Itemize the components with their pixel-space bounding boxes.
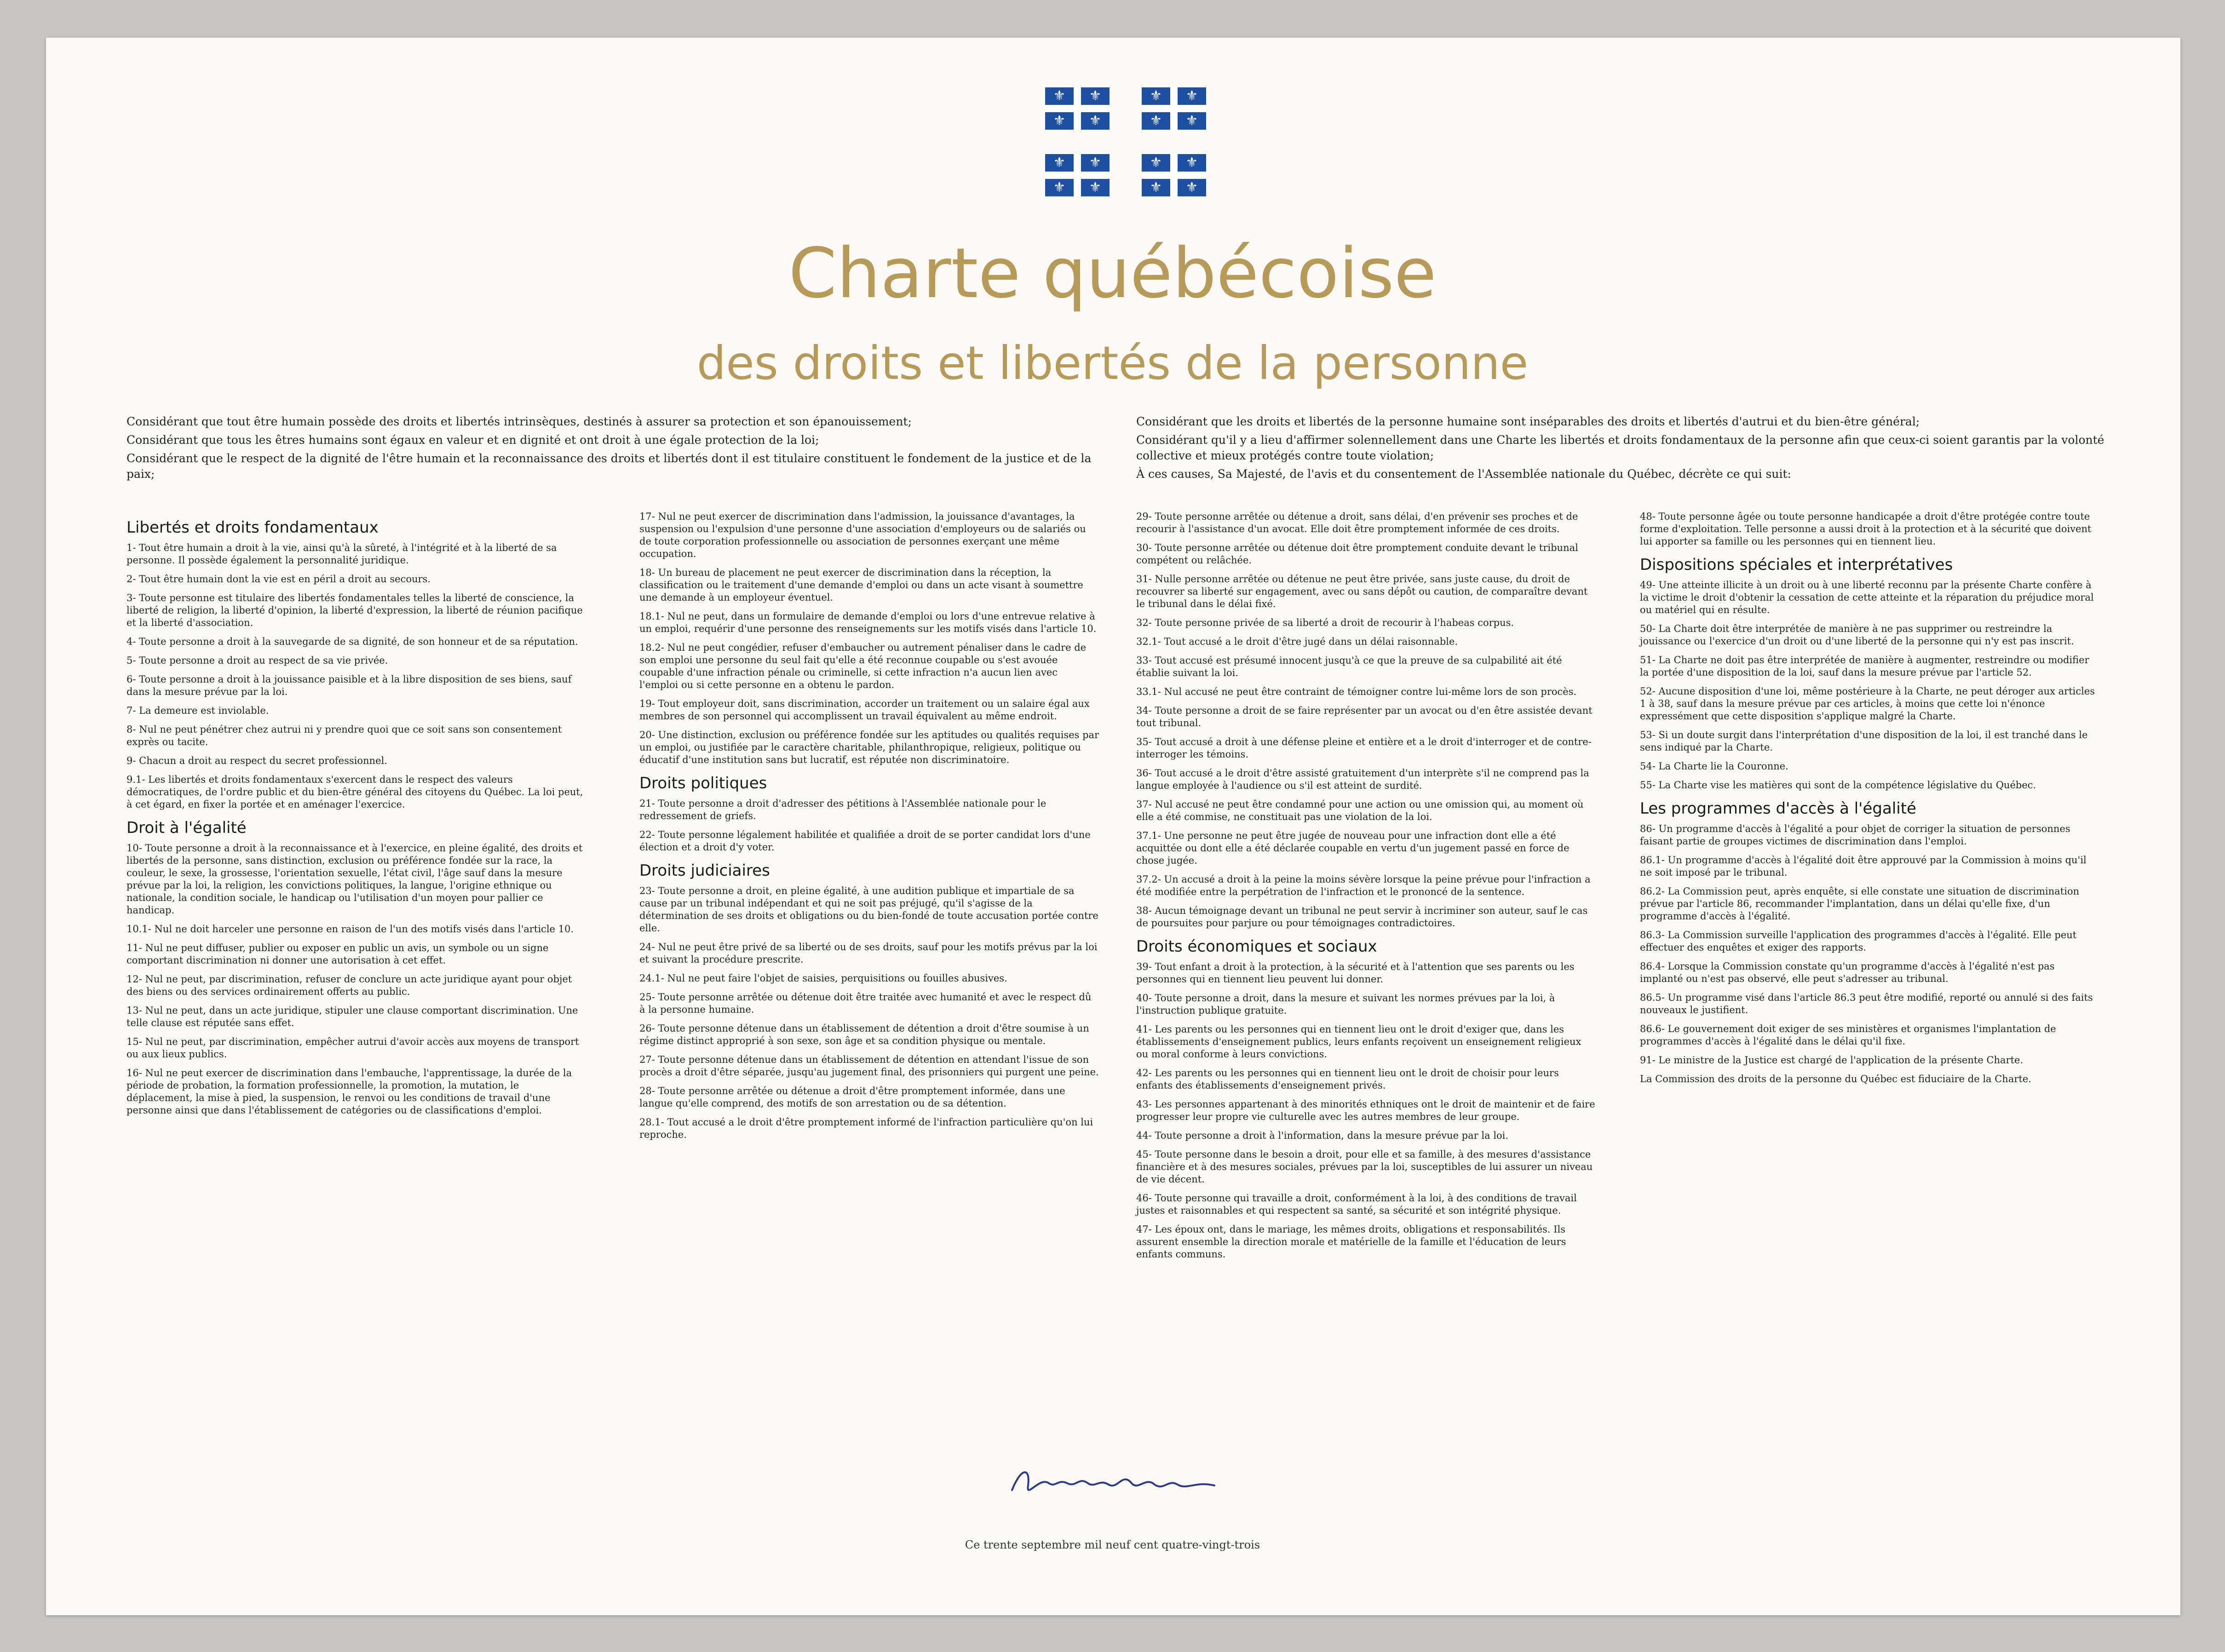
signature	[1003, 1458, 1224, 1509]
fleur-de-lis-icon: ⚜	[1185, 155, 1198, 171]
fleur-de-lis-icon: ⚜	[1053, 155, 1066, 171]
fleur-de-lis-icon: ⚜	[1185, 179, 1198, 195]
article-text: 33- Tout accusé est présumé innocent jusqu'à ce que la preuve de sa culpabilité ait été établie suivant la loi.	[1136, 655, 1562, 678]
article-text: 37.1- Une personne ne peut être jugée de nouveau pour une infraction dont elle a été acquittée ou dont elle a été déclarée coupable en vertu d'un jugement passé en force de chose jugée.	[1136, 830, 1570, 866]
article-text: 45- Toute personne dans le besoin a droit, pour elle et sa famille, à des mesures d'assistance financière et à des mesures sociales, prévues par la loi, susceptibles de lui assurer un niveau de vie décent.	[1136, 1149, 1593, 1185]
fleur-de-lis-icon: ⚜	[1150, 88, 1162, 104]
article-text: 86.2- La Commission peut, après enquête, si elle constate une situation de discrimination prévue par l'article 86, recommander l'implantation, dans un délai qu'elle fixe, d'un programme d'accès à l'égalité.	[1640, 886, 2080, 922]
article-text: 46- Toute personne qui travaille a droit, conformément à la loi, à des conditions de travail justes et raisonnables et qui respectent sa santé, sa sécurité et son intégrité physique.	[1136, 1193, 1577, 1216]
article-text: 4- Toute personne a droit à la sauvegarde de sa dignité, de son honneur et de sa réputation.	[126, 636, 578, 647]
article-text: 7- La demeure est inviolable.	[126, 705, 269, 716]
preamble-left	[126, 414, 1102, 485]
fleur-de-lis-icon: ⚜	[1089, 155, 1102, 171]
article-text: 28.1- Tout accusé a le droit d'être promptement informé de l'infraction particulière qu'on lui reproche.	[639, 1117, 1093, 1140]
flag-group	[1045, 87, 1215, 198]
quebec-flag	[1045, 87, 1110, 130]
article-column	[126, 511, 586, 1123]
article-text: 86.6- Le gouvernement doit exiger de ses ministères et organismes l'implantation de programmes d'accès à l'égalité dans le délai qu'il fixe.	[1640, 1023, 2056, 1047]
fleur-de-lis-icon: ⚜	[1150, 113, 1162, 129]
section-heading: Les programmes d'accès à l'égalité	[1640, 799, 1916, 818]
article-text: 32- Toute personne privée de sa liberté a droit de recourir à l'habeas corpus.	[1136, 617, 1514, 628]
preamble-right	[1136, 414, 2111, 485]
article-text: 6- Toute personne a droit à la jouissance paisible et à la libre disposition de ses biens, sauf dans la mesure prévue par la loi.	[126, 674, 572, 697]
article-text: La Commission des droits de la personne du Québec est fiduciaire de la Charte.	[1640, 1073, 2031, 1084]
article-text: 44- Toute personne a droit à l'information, dans la mesure prévue par la loi.	[1136, 1130, 1509, 1141]
section-heading: Dispositions spéciales et interprétatives	[1640, 556, 1953, 574]
article-text: 18.1- Nul ne peut, dans un formulaire de demande d'emploi ou lors d'une entrevue relative à un emploi, requérir d'une personne des renseignements sur les motifs visés dans l'article 10.	[639, 611, 1097, 634]
article-text: 43- Les personnes appartenant à des minorités ethniques ont le droit de maintenir et de faire progresser leur propre vie culturelle avec les autres membres de leur groupe.	[1136, 1099, 1595, 1122]
article-text: 24- Nul ne peut être privé de sa liberté ou de ses droits, sauf pour les motifs prévus par la loi et suivant la procédure prescrite.	[639, 941, 1098, 965]
section-heading: Droit à l'égalité	[126, 819, 247, 837]
article-text: 48- Toute personne âgée ou toute personne handicapée a droit d'être protégée contre toute forme d'exploitation. Telle personne a aussi droit à la protection et à la sécurité que doivent lui apporter sa famille ou les personnes qui en tiennent lieu.	[1640, 511, 2092, 547]
section-heading: Libertés et droits fondamentaux	[126, 518, 379, 537]
article-text: 33.1- Nul accusé ne peut être contraint de témoigner contre lui-même lors de son procès.	[1136, 686, 1577, 697]
fleur-de-lis-icon: ⚜	[1150, 179, 1162, 195]
article-text: 35- Tout accusé a droit à une défense pleine et entière et a le droit d'interroger et de contre-interroger les témoins.	[1136, 736, 1592, 760]
fleur-de-lis-icon: ⚜	[1150, 155, 1162, 171]
article-text: 10.1- Nul ne doit harceler une personne en raison de l'un des motifs visés dans l'article 10.	[126, 924, 574, 935]
preamble-paragraph: Considérant que le respect de la dignité de l'être humain et la reconnaissance des droits et libertés dont il est titulaire constituent le fondement de la justice et de la paix;	[126, 452, 1092, 481]
article-text: 28- Toute personne arrêtée ou détenue a droit d'être promptement informée, dans une langue qu'elle comprend, des motifs de son arrestation ou de sa détention.	[639, 1085, 1065, 1109]
article-text: 51- La Charte ne doit pas être interprétée de manière à augmenter, restreindre ou modifier la portée d'une disposition de la loi, sauf dans la mesure prévue par l'article 52.	[1640, 654, 2089, 678]
section-heading: Droits politiques	[639, 774, 767, 792]
date-line: Ce trente septembre mil neuf cent quatre-vingt-trois	[965, 1538, 1260, 1551]
quebec-flag	[1142, 154, 1206, 196]
article-text: 13- Nul ne peut, dans un acte juridique, stipuler une clause comportant discrimination. Une telle clause est réputée sans effet.	[126, 1005, 578, 1028]
article-text: 25- Toute personne arrêtée ou détenue doit être traitée avec humanité et avec le respect dû à la personne humaine.	[639, 992, 1092, 1015]
article-text: 15- Nul ne peut, par discrimination, empêcher autrui d'avoir accès aux moyens de transport ou aux lieux publics.	[126, 1036, 579, 1060]
article-text: 40- Toute personne a droit, dans la mesure et suivant les normes prévues par la loi, à l'instruction publique gratuite.	[1136, 992, 1555, 1016]
article-text: 19- Tout employeur doit, sans discrimination, accorder un traitement ou un salaire égal aux membres de son personnel qui accomplissent un travail équivalent au même endroit.	[639, 698, 1090, 722]
article-text: 38- Aucun témoignage devant un tribunal ne peut servir à incriminer son auteur, sauf le cas de poursuites pour parjure ou pour témoignages contradictoires.	[1136, 905, 1588, 929]
article-text: 37.2- Un accusé a droit à la peine la moins sévère lorsque la peine prévue pour l'infraction a été modifiée entre la perpétration de l'infraction et le prononcé de la sentence.	[1136, 874, 1591, 897]
quebec-flag	[1045, 154, 1110, 196]
fleur-de-lis-icon: ⚜	[1089, 113, 1102, 129]
article-text: 9.1- Les libertés et droits fondamentaux s'exercent dans le respect des valeurs démocratiques, de l'ordre public et du bien-être général des citoyens du Québec. La loi peut, à cet égard, en fixer la portée et en aménager l'exercice.	[126, 774, 583, 810]
article-text: 42- Les parents ou les personnes qui en tiennent lieu ont le droit de choisir pour leurs enfants des établissements d'enseignement privés.	[1136, 1067, 1559, 1091]
preamble-paragraph: Considérant que tout être humain possède des droits et libertés intrinsèques, destinés à assurer sa protection et son épanouissement;	[126, 415, 912, 428]
preamble-paragraph: Considérant qu'il y a lieu d'affirmer solennellement dans une Charte les libertés et droits fondamentaux de la personne afin que ceux-ci soient garantis par la volonté collective et mieux protégés contre toute violation;	[1136, 433, 2104, 462]
article-text: 17- Nul ne peut exercer de discrimination dans l'admission, la jouissance d'avantages, la suspension ou l'expulsion d'une personne d'une association d'employeurs ou de salariés ou de toute corporation professionnelle ou association de personnes exerçant une même occupation.	[639, 511, 1086, 559]
article-text: 50- La Charte doit être interprétée de manière à ne pas supprimer ou restreindre la jouissance ou l'exercice d'un droit ou d'une liberté de la personne qui n'y est pas inscrit.	[1640, 623, 2074, 647]
article-column	[1640, 511, 2100, 1092]
preamble-paragraph: Considérant que les droits et libertés de la personne humaine sont inséparables des droits et libertés d'autrui et du bien-être général;	[1136, 415, 1920, 428]
article-text: 29- Toute personne arrêtée ou détenue a droit, sans délai, d'en prévenir ses proches et de recourir à l'assistance d'un avocat. Elle doit être promptement informée de ces droits.	[1136, 511, 1578, 534]
article-text: 1- Tout être humain a droit à la vie, ainsi qu'à la sûreté, à l'intégrité et à la liberté de sa personne. Il possède également la personnalité juridique.	[126, 542, 557, 566]
article-text: 16- Nul ne peut exercer de discrimination dans l'embauche, l'apprentissage, la durée de la période de probation, la formation professionnelle, la promotion, la mutation, le déplacement, la mise à pied, la suspension, le renvoi ou les conditions de travail d'une personne ainsi que dans l'établissement de catégories ou de classifications d'emploi.	[126, 1067, 572, 1116]
article-text: 20- Une distinction, exclusion ou préférence fondée sur les aptitudes ou qualités requises par un emploi, ou justifiée par le caractère charitable, philanthropique, religieux, politique ou éducatif d'une institution sans but lucratif, est réputée non discriminatoire.	[639, 729, 1099, 765]
preamble-paragraph: À ces causes, Sa Majesté, de l'avis et du consentement de l'Assemblée nationale du Québec, décrète ce qui suit:	[1136, 467, 1791, 481]
article-text: 36- Tout accusé a le droit d'être assisté gratuitement d'un interprète s'il ne comprend pas la langue employée à l'audience ou s'il est atteint de surdité.	[1136, 768, 1589, 791]
article-text: 91- Le ministre de la Justice est chargé de l'application de la présente Charte.	[1640, 1055, 2024, 1066]
page-subtitle: des droits et libertés de la personne	[696, 336, 1529, 390]
article-text: 26- Toute personne détenue dans un établissement de détention a droit d'être soumise à un régime distinct approprié à son sexe, son âge et sa condition physique ou mentale.	[639, 1023, 1089, 1046]
fleur-de-lis-icon: ⚜	[1089, 179, 1102, 195]
article-text: 54- La Charte lie la Couronne.	[1640, 761, 1788, 772]
article-text: 41- Les parents ou les personnes qui en tiennent lieu ont le droit d'exiger que, dans les établissements d'enseignement publics, leurs enfants reçoivent un enseignement religieux ou moral conforme à leurs convictions.	[1136, 1024, 1581, 1060]
article-text: 86.5- Un programme visé dans l'article 86.3 peut être modifié, reporté ou annulé si des faits nouveaux le justifient.	[1640, 992, 2093, 1015]
article-text: 86.3- La Commission surveille l'application des programmes d'accès à l'égalité. Elle peut effectuer des enquêtes et exiger des rapports.	[1640, 929, 2077, 953]
quebec-flag	[1142, 87, 1206, 130]
article-text: 52- Aucune disposition d'une loi, même postérieure à la Charte, ne peut déroger aux articles 1 à 38, sauf dans la mesure prévue par ces articles, à moins que cette loi n'énonce expressément que cette disposition s'applique malgré la Charte.	[1640, 686, 2095, 722]
article-text: 53- Si un doute surgit dans l'interprétation d'une disposition de la loi, il est tranché dans le sens indiqué par la Charte.	[1640, 729, 2088, 753]
page-title: Charte québécoise	[788, 234, 1437, 314]
fleur-de-lis-icon: ⚜	[1185, 88, 1198, 104]
article-text: 86- Un programme d'accès à l'égalité a pour objet de corriger la situation de personnes faisant partie de groupes victimes de discrimination dans l'emploi.	[1640, 823, 2070, 847]
section-heading: Droits économiques et sociaux	[1136, 937, 1377, 956]
article-text: 32.1- Tout accusé a le droit d'être jugé dans un délai raisonnable.	[1136, 636, 1458, 647]
article-text: 27- Toute personne détenue dans un établissement de détention en attendant l'issue de son procès a droit d'être séparée, jusqu'au jugement final, des prisonniers qui purgent une peine.	[639, 1054, 1099, 1078]
article-text: 39- Tout enfant a droit à la protection, à la sécurité et à l'attention que ses parents ou les personnes qui en tiennent lieu peuvent lui donner.	[1136, 961, 1575, 985]
article-text: 55- La Charte vise les matières qui sont de la compétence législative du Québec.	[1640, 780, 2036, 791]
article-text: 11- Nul ne peut diffuser, publier ou exposer en public un avis, un symbole ou un signe comportant discrimination ni donner une autorisation à cet effet.	[126, 942, 549, 966]
article-text: 30- Toute personne arrêtée ou détenue doit être promptement conduite devant le tribunal compétent ou relâchée.	[1136, 542, 1578, 566]
section-heading: Droits judiciaires	[639, 861, 770, 880]
article-text: 23- Toute personne a droit, en pleine égalité, à une audition publique et impartiale de sa cause par un tribunal indépendant et qui ne soit pas préjugé, qu'il s'agisse de la détermination de ses droits et obligations ou du bien-fondé de toute accusation portée contre elle.	[639, 885, 1098, 934]
article-text: 18- Un bureau de placement ne peut exercer de discrimination dans la réception, la classification ou le traitement d'une demande d'emploi ou dans un acte visant à soumettre une demande à un employeur éventuel.	[639, 567, 1083, 603]
preamble-paragraph: Considérant que tous les êtres humains sont égaux en valeur et en dignité et ont droit à une égale protection de la loi;	[126, 433, 819, 447]
article-text: 34- Toute personne a droit de se faire représenter par un avocat ou d'en être assistée devant tout tribunal.	[1136, 705, 1593, 728]
article-text: 86.1- Un programme d'accès à l'égalité doit être approuvé par la Commission à moins qu'il ne soit imposé par le tribunal.	[1640, 855, 2087, 878]
article-text: 49- Une atteinte illicite à un droit ou à une liberté reconnu par la présente Charte confère à la victime le droit d'obtenir la cessation de cette atteinte et la réparation du préjudice moral ou matériel qui en résulte.	[1640, 579, 2094, 615]
fleur-de-lis-icon: ⚜	[1089, 88, 1102, 104]
article-text: 9- Chacun a droit au respect du secret professionnel.	[126, 755, 387, 766]
fleur-de-lis-icon: ⚜	[1053, 179, 1066, 195]
article-text: 8- Nul ne peut pénétrer chez autrui ni y prendre quoi que ce soit sans son consentement exprès ou tacite.	[126, 724, 562, 747]
article-text: 2- Tout être humain dont la vie est en péril a droit au secours.	[126, 574, 431, 585]
article-text: 3- Toute personne est titulaire des libertés fondamentales telles la liberté de conscience, la liberté de religion, la liberté d'opinion, la liberté d'expression, la liberté de réunion pacifique et la liberté d'association.	[126, 592, 583, 628]
article-column	[1136, 511, 1596, 1267]
article-text: 22- Toute personne légalement habilitée et qualifiée a droit de se porter candidat lors d'une élection et a droit d'y voter.	[639, 829, 1091, 853]
article-text: 37- Nul accusé ne peut être condamné pour une action ou une omission qui, au moment où elle a été commise, ne constituait pas une violation de la loi.	[1136, 799, 1584, 822]
article-text: 21- Toute personne a droit d'adresser des pétitions à l'Assemblée nationale pour le redressement de griefs.	[639, 798, 1046, 821]
article-text: 10- Toute personne a droit à la reconnaissance et à l'exercice, en pleine égalité, des droits et libertés de la personne, sans distinction, exclusion ou préférence fondée sur la race, la couleur, le sexe, la grossesse, l'orientation sexuelle, l'état civil, l'âge sauf dans la mesure prévue par la loi, la religion, les convictions politiques, la langue, l'origine ethnique ou nationale, la condition sociale, le handicap ou l'utilisation d'un moyen pour pallier ce handicap.	[126, 843, 583, 916]
article-text: 86.4- Lorsque la Commission constate qu'un programme d'accès à l'égalité n'est pas implanté ou n'est pas observé, elle peut s'adresser au tribunal.	[1640, 961, 2055, 984]
article-text: 31- Nulle personne arrêtée ou détenue ne peut être privée, sans juste cause, du droit de recouvrer sa liberté sur engagement, avec ou sans dépôt ou caution, de comparaître devant le tribunal dans le délai fixé.	[1136, 574, 1588, 609]
article-text: 24.1- Nul ne peut faire l'objet de saisies, perquisitions ou fouilles abusives.	[639, 973, 1007, 984]
fleur-de-lis-icon: ⚜	[1185, 113, 1198, 129]
fleur-de-lis-icon: ⚜	[1053, 113, 1066, 129]
article-text: 18.2- Nul ne peut congédier, refuser d'embaucher ou autrement pénaliser dans le cadre de son emploi une personne du seul fait qu'elle a été reconnue coupable ou s'est avouée coupable d'une infraction pénale ou criminelle, si cette infraction n'a aucun lien avec l'emploi ou si cette personne en a obtenu le pardon.	[639, 642, 1087, 690]
article-text: 5- Toute personne a droit au respect de sa vie privée.	[126, 655, 388, 666]
article-column	[639, 511, 1099, 1147]
article-text: 47- Les époux ont, dans le mariage, les mêmes droits, obligations et responsabilités. Ils assurent ensemble la direction morale et matérielle de la famille et l'éducation de leurs enfants communs.	[1136, 1224, 1566, 1260]
article-text: 12- Nul ne peut, par discrimination, refuser de conclure un acte juridique ayant pour objet des biens ou des services ordinairement offerts au public.	[126, 974, 572, 997]
fleur-de-lis-icon: ⚜	[1053, 88, 1066, 104]
